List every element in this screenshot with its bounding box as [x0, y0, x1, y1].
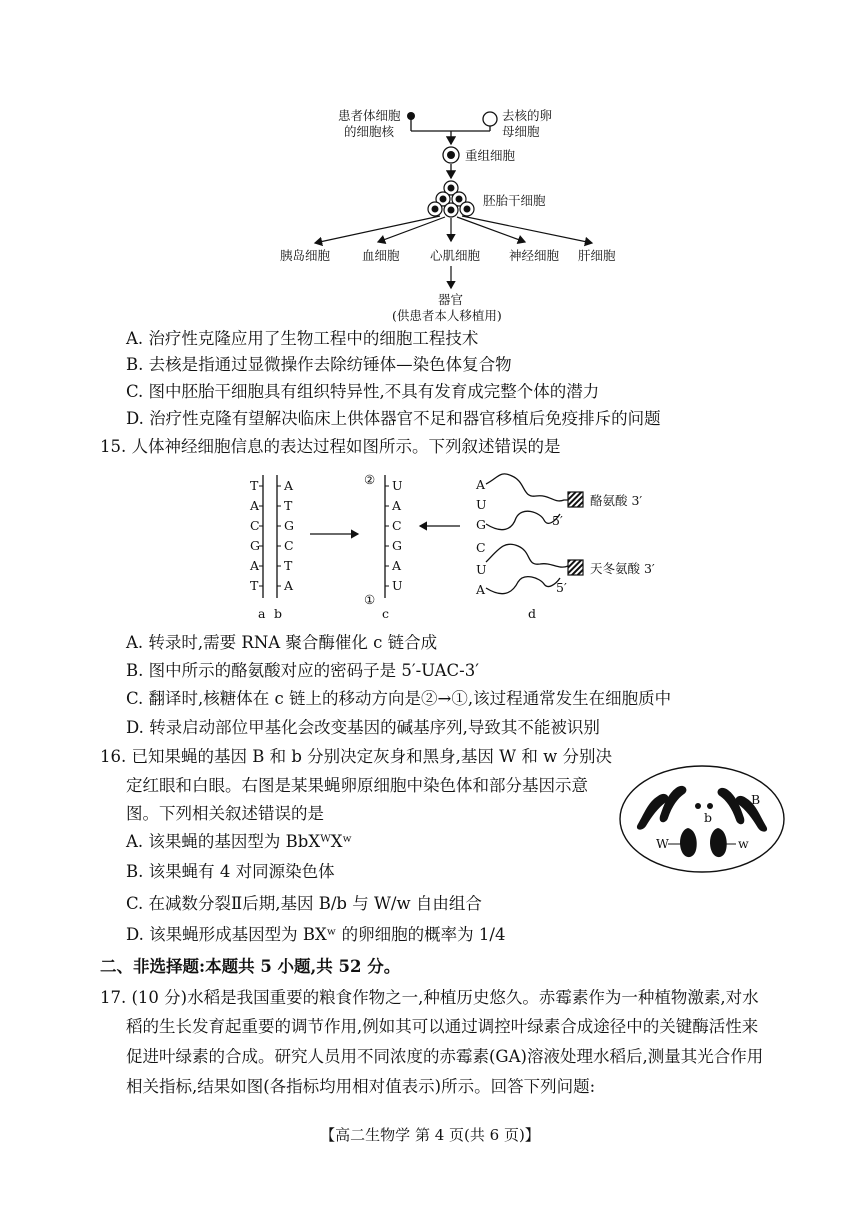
- q17-line-4: 相关指标,结果如图(各指标均用相对值表示)所示。回答下列问题:: [126, 1077, 596, 1096]
- q15-option-c: C. 翻译时,核糖体在 c 链上的移动方向是②→①,该过程通常发生在细胞质中: [126, 689, 672, 708]
- mark-1: ①: [364, 592, 376, 607]
- gene-B-label: B: [751, 792, 761, 807]
- q17-line-2: 稻的生长发育起重要的调节作用,例如其可以通过调控叶绿素合成途径中的关键酶活性来: [126, 1017, 759, 1036]
- q15-stem: 15. 人体神经细胞信息的表达过程如图所示。下列叙述错误的是: [100, 437, 561, 456]
- q16-option-c: C. 在减数分裂Ⅱ后期,基因 B/b 与 W/w 自由组合: [126, 894, 482, 913]
- q15-option-a: A. 转录时,需要 RNA 聚合酶催化 c 链合成: [126, 633, 438, 652]
- svg-text:A: A: [392, 498, 402, 513]
- svg-text:G: G: [392, 538, 402, 553]
- egg-label-2: 母细胞: [502, 124, 540, 139]
- q16-stem-3: 图。下列相关叙述错误的是: [126, 804, 324, 823]
- gene-W-label: W: [656, 836, 669, 851]
- svg-text:T: T: [250, 578, 259, 593]
- q16-stem-2: 定红眼和白眼。右图是某果蝇卵原细胞中染色体和部分基因示意: [126, 776, 588, 795]
- svg-text:5′: 5′: [552, 513, 563, 528]
- gene-w-label: w: [738, 836, 749, 851]
- svg-text:C: C: [250, 518, 260, 533]
- svg-text:A: A: [250, 558, 260, 573]
- label-d: d: [528, 606, 537, 621]
- svg-text:G: G: [476, 517, 486, 532]
- q16-option-a: A. 该果蝇的基因型为 BbXᵂXʷ: [126, 832, 353, 851]
- chromosome-diagram: [618, 764, 788, 874]
- cell-cardiac: 心肌细胞: [430, 248, 481, 263]
- q14-option-c: C. 图中胚胎干细胞具有组织特异性,不具有发育成完整个体的潜力: [126, 382, 600, 401]
- label-c: c: [382, 606, 390, 621]
- svg-text:酪氨酸 3′: 酪氨酸 3′: [590, 493, 643, 508]
- svg-text:U: U: [476, 562, 487, 577]
- svg-text:U: U: [392, 578, 403, 593]
- strand-b: [283, 478, 294, 593]
- svg-text:T: T: [284, 498, 293, 513]
- svg-text:G: G: [284, 518, 294, 533]
- transplant-label: (供患者本人移植用): [392, 308, 502, 323]
- nucleus-label: 患者体细胞: [338, 108, 401, 123]
- cloning-diagram: [280, 100, 640, 330]
- svg-text:T: T: [250, 478, 259, 493]
- svg-text:A: A: [476, 582, 486, 597]
- stem-cell-cluster-icon: [428, 181, 474, 217]
- strand-a: [249, 478, 260, 593]
- section-heading: 二、非选择题:本题共 5 小题,共 52 分。: [100, 957, 401, 976]
- q14-option-d: D. 治疗性克隆有望解决临床上供体器官不足和器官移植后免疫排斥的问题: [126, 409, 661, 428]
- q16-option-b: B. 该果蝇有 4 对同源染色体: [126, 862, 335, 881]
- svg-text:A: A: [250, 498, 260, 513]
- q14-option-a: A. 治疗性克隆应用了生物工程中的细胞工程技术: [126, 329, 479, 348]
- gene-b-label: b: [704, 810, 713, 825]
- cell-blood: 血细胞: [362, 248, 400, 263]
- trna-tyrosine: [475, 474, 642, 532]
- q17-line-1: 17. (10 分)水稻是我国重要的粮食作物之一,种植历史悠久。赤霉素作为一种植物激素,对水: [100, 988, 759, 1007]
- svg-text:C: C: [392, 518, 402, 533]
- svg-text:5′: 5′: [556, 580, 567, 595]
- cell-liver: 肝细胞: [578, 248, 616, 263]
- strand-c: [391, 478, 403, 593]
- page-footer: 【高二生物学 第 4 页(共 6 页)】: [320, 1126, 540, 1144]
- svg-text:A: A: [284, 478, 294, 493]
- q15-option-d: D. 转录启动部位甲基化会改变基因的碱基序列,导致其不能被识别: [126, 718, 600, 737]
- svg-text:C: C: [284, 538, 294, 553]
- q15-option-b: B. 图中所示的酪氨酸对应的密码子是 5′-UAC-3′: [126, 661, 479, 680]
- svg-text:U: U: [476, 497, 487, 512]
- nucleus-label-2: 的细胞核: [344, 124, 395, 139]
- recombinant-label: 重组细胞: [465, 148, 516, 163]
- label-b: b: [274, 606, 283, 621]
- q16-option-d: D. 该果蝇形成基因型为 BXʷ 的卵细胞的概率为 1/4: [126, 925, 506, 944]
- stem-cell-label: 胚胎干细胞: [483, 193, 546, 208]
- organ-label: 器官: [438, 292, 464, 307]
- svg-text:U: U: [392, 478, 403, 493]
- svg-text:A: A: [476, 477, 486, 492]
- label-a: a: [258, 606, 266, 621]
- trna-aspartate: [475, 540, 655, 597]
- svg-text:天冬氨酸 3′: 天冬氨酸 3′: [590, 561, 655, 576]
- mark-2: ②: [364, 472, 376, 487]
- svg-text:T: T: [284, 558, 293, 573]
- cell-islet: 胰岛细胞: [280, 248, 331, 263]
- gene-expression-diagram: [240, 470, 680, 625]
- q17-line-3: 促进叶绿素的合成。研究人员用不同浓度的赤霉素(GA)溶液处理水稻后,测量其光合作用: [126, 1047, 764, 1066]
- q16-stem-1: 16. 已知果蝇的基因 B 和 b 分别决定灰身和黑身,基因 W 和 w 分别决: [100, 747, 612, 766]
- svg-text:A: A: [284, 578, 294, 593]
- egg-label: 去核的卵: [502, 108, 553, 123]
- svg-text:G: G: [250, 538, 260, 553]
- egg-cell-icon: [483, 112, 497, 126]
- svg-text:A: A: [392, 558, 402, 573]
- cell-neuron: 神经细胞: [509, 248, 560, 263]
- svg-text:C: C: [476, 540, 486, 555]
- q14-option-b: B. 去核是指通过显微操作去除纺锤体—染色体复合物: [126, 355, 512, 374]
